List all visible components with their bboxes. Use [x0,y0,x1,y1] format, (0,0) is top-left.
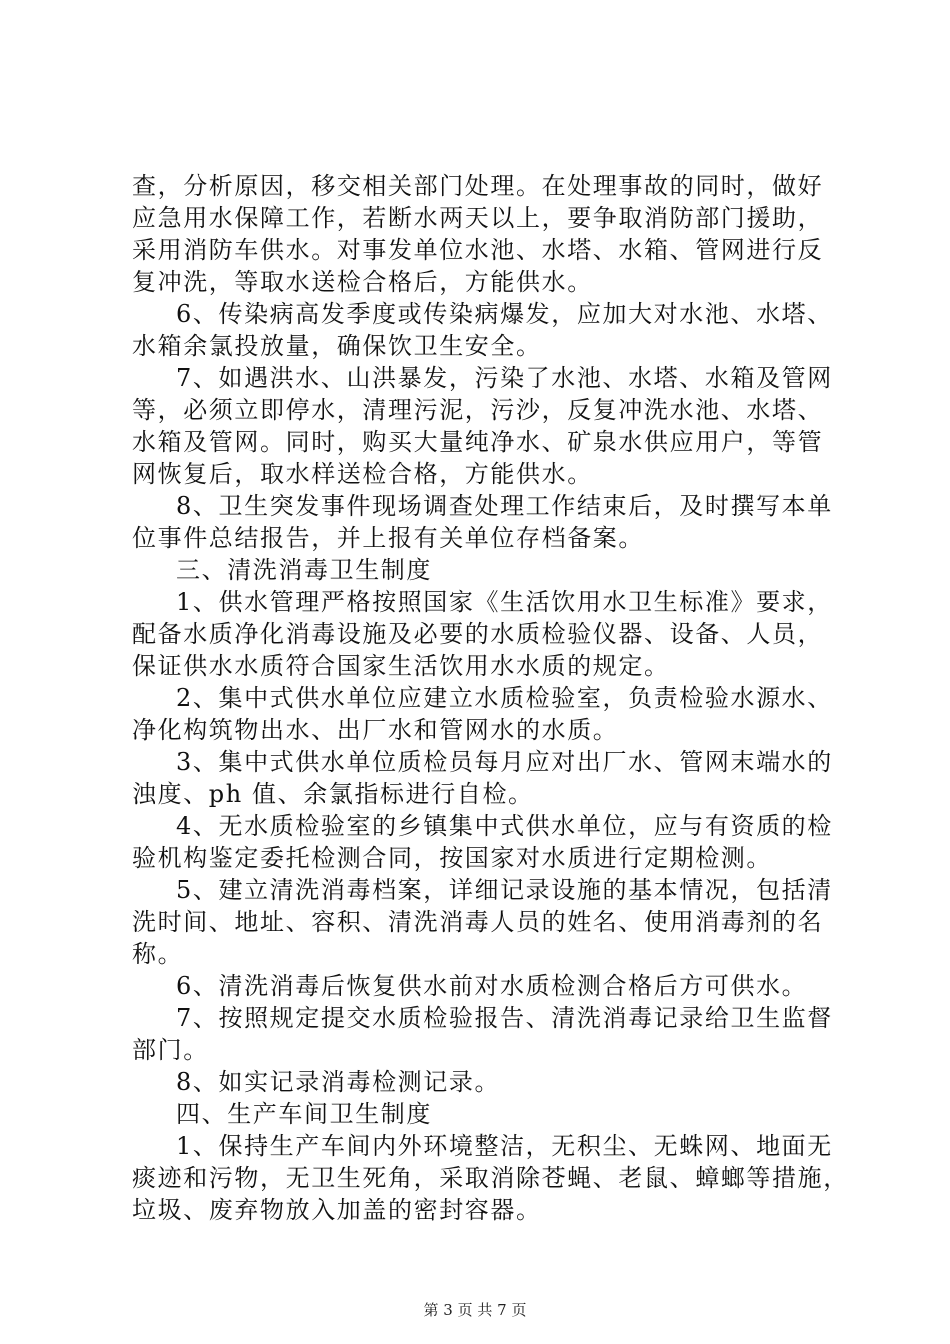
text-line: 浊度、ph 值、余氯指标进行自检。 [132,780,534,808]
text-line: 1、保持生产车间内外环境整洁，无积尘、无蛛网、地面无 [176,1132,833,1160]
text-line: 8、如实记录消毒检测记录。 [176,1068,501,1096]
page-number-footer: 第 3 页 共 7 页 [423,1301,527,1319]
text-line: 应急用水保障工作，若断水两天以上，要争取消防部门援助， [132,204,824,232]
text-line: 查，分析原因，移交相关部门处理。在处理事故的同时，做好 [132,172,824,200]
text-line: 验机构鉴定委托检测合同，按国家对水质进行定期检测。 [132,844,772,872]
text-line: 6、传染病高发季度或传染病爆发，应加大对水池、水塔、 [176,300,833,328]
text-line: 2、集中式供水单位应建立水质检验室，负责检验水源水、 [176,684,833,712]
text-line: 称。 [132,940,184,968]
text-line: 净化构筑物出水、出厂水和管网水的水质。 [132,716,619,744]
text-line: 复冲洗，等取水送检合格后，方能供水。 [132,268,593,296]
text-line: 洗时间、地址、容积、清洗消毒人员的姓名、使用消毒剂的名 [132,908,824,936]
text-line: 水箱余氯投放量，确保饮卫生安全。 [132,332,542,360]
text-line: 水箱及管网。同时，购买大量纯净水、矿泉水供应用户，等管 [132,428,824,456]
section-heading: 四、生产车间卫生制度 [176,1100,432,1128]
text-line: 3、集中式供水单位质检员每月应对出厂水、管网末端水的 [176,748,833,776]
text-line: 8、卫生突发事件现场调查处理工作结束后，及时撰写本单 [176,492,833,520]
text-line: 6、清洗消毒后恢复供水前对水质检测合格后方可供水。 [176,972,808,1000]
text-line: 垃圾、废弃物放入加盖的密封容器。 [132,1196,542,1224]
text-line: 7、按照规定提交水质检验报告、清洗消毒记录给卫生监督 [176,1004,833,1032]
text-line: 1、供水管理严格按照国家《生活饮用水卫生标准》要求， [176,588,833,616]
text-line: 采用消防车供水。对事发单位水池、水塔、水箱、管网进行反 [132,236,824,264]
text-line: 痰迹和污物，无卫生死角，采取消除苍蝇、老鼠、蟑螂等措施， [132,1164,849,1192]
section-heading: 三、清洗消毒卫生制度 [176,556,432,584]
text-line: 配备水质净化消毒设施及必要的水质检验仪器、设备、人员， [132,620,824,648]
text-line: 7、如遇洪水、山洪暴发，污染了水池、水塔、水箱及管网 [176,364,833,392]
text-line: 位事件总结报告，并上报有关单位存档备案。 [132,524,644,552]
text-line: 部门。 [132,1036,209,1064]
text-line: 网恢复后，取水样送检合格，方能供水。 [132,460,593,488]
text-line: 等，必须立即停水，清理污泥，污沙，反复冲洗水池、水塔、 [132,396,824,424]
text-line: 5、建立清洗消毒档案，详细记录设施的基本情况，包括清 [176,876,833,904]
text-line: 保证供水水质符合国家生活饮用水水质的规定。 [132,652,670,680]
text-line: 4、无水质检验室的乡镇集中式供水单位，应与有资质的检 [176,812,833,840]
